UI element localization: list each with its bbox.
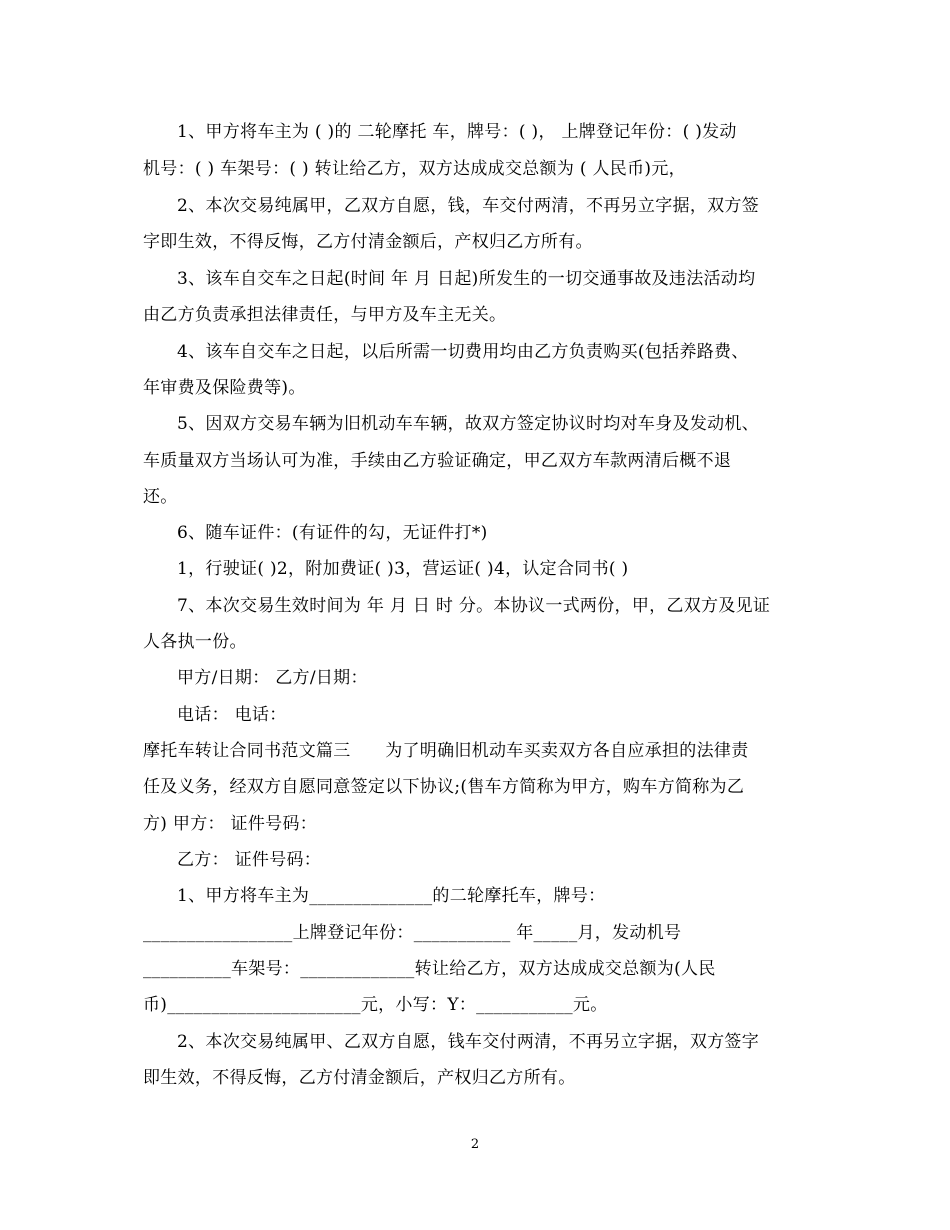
text-line: 由乙方负责承担法律责任，与甲方及车主无关。 <box>143 305 507 325</box>
text-line: 车质量双方当场认可为准，手续由乙方验证确定，甲乙双方车款两清后概不退 <box>143 451 732 471</box>
text-line: 机号：( ) 车架号：( ) 转让给乙方，双方达成成交总额为 ( 人民币)元， <box>143 159 686 179</box>
text-line: 6、随车证件：(有证件的勾，无证件打*) <box>177 523 488 543</box>
text-line: 2、本次交易纯属甲，乙双方自愿，钱，车交付两清，不再另立字据，双方签 <box>177 196 760 216</box>
text-line: 字即生效，不得反悔，乙方付清金额后，产权归乙方所有。 <box>143 232 593 252</box>
text-line: 3、该车自交车之日起(时间 年 月 日起)所发生的一切交通事故及违法活动均 <box>177 269 756 289</box>
text-line: __________车架号：_____________转让给乙方，双方达成成交总额为(人民 <box>143 959 716 979</box>
text-line: 方) 甲方： 证件号码： <box>143 814 318 834</box>
text-line: 任及义务，经双方自愿同意签定以下协议;(售车方简称为甲方，购车方简称为乙 <box>143 777 745 797</box>
text-line: 2、本次交易纯属甲、乙双方自愿，钱车交付两清，不再另立字据，双方签字 <box>177 1032 760 1052</box>
text-line: 电话： 电话： <box>177 705 287 725</box>
text-line: 乙方： 证件号码： <box>177 850 322 870</box>
text-line: 1，行驶证( )2，附加费证( )3，营运证( )4，认定合同书( ) <box>177 559 629 579</box>
text-line: 4、该车自交车之日起，以后所需一切费用均由乙方负责购买(包括养路费、 <box>177 342 749 362</box>
text-line: 还。 <box>143 487 178 507</box>
text-line: 币)______________________元，小写：Y：___________元。 <box>143 995 608 1015</box>
text-line: 年审费及保险费等)。 <box>143 378 306 398</box>
text-line: 即生效，不得反悔，乙方付清金额后，产权归乙方所有。 <box>143 1068 576 1088</box>
text-line: 人各执一份。 <box>143 632 247 652</box>
page-number: 2 <box>470 1137 480 1152</box>
text-line: _________________上牌登记年份：___________ 年_____月，发动机号 <box>143 923 682 943</box>
text-line: 1、甲方将车主为______________的二轮摩托车，牌号： <box>177 886 606 906</box>
text-line: 7、本次交易生效时间为 年 月 日 时 分。本协议一式两份，甲，乙双方及见证 <box>177 596 771 616</box>
text-line: 5、因双方交易车辆为旧机动车车辆，故双方签定协议时均对车身及发动机、 <box>177 414 760 434</box>
text-line: 甲方/日期： 乙方/日期： <box>177 668 368 688</box>
text-line: 1、甲方将车主为 ( )的 二轮摩托 车，牌号：( )， 上牌登记年份：( )发动 <box>177 122 737 142</box>
section-heading-line: 摩托车转让合同书范文篇三 为了明确旧机动车买卖双方各自应承担的法律责 <box>143 741 749 761</box>
